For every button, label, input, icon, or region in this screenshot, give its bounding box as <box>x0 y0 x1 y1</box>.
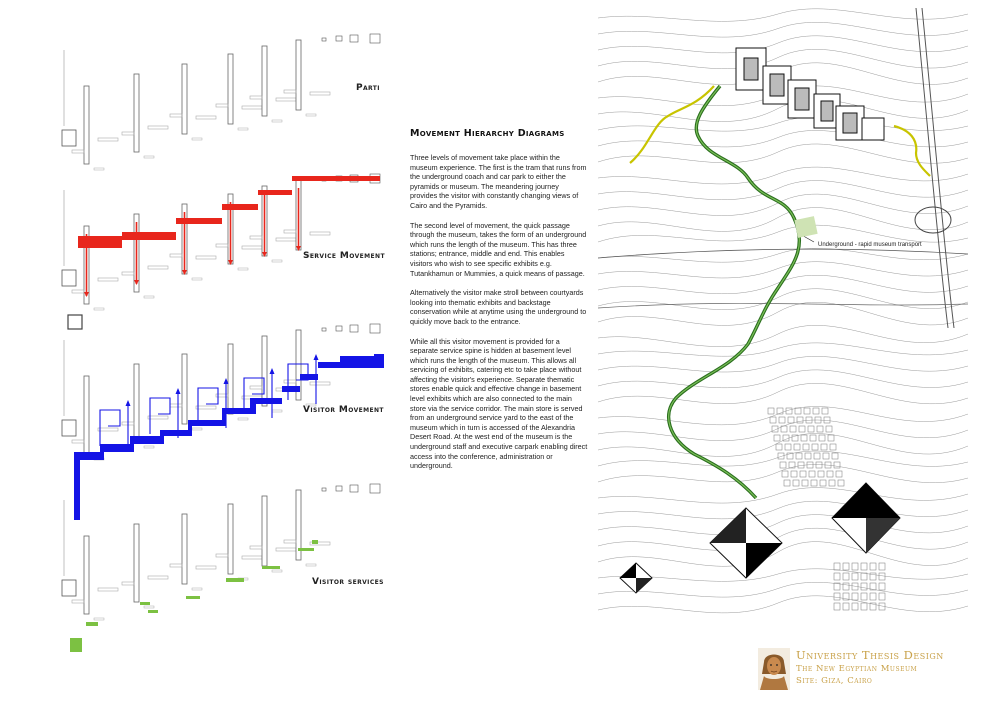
museum-bar <box>262 336 267 406</box>
gallery-strip <box>122 132 134 135</box>
gallery-strip <box>310 382 330 385</box>
museum-bar <box>228 54 233 124</box>
service-node <box>298 548 314 551</box>
gallery-strip <box>98 278 118 281</box>
contour-line <box>598 181 968 200</box>
label-visitor-services: Visitor services <box>312 577 384 587</box>
pyramid-icon <box>832 483 900 553</box>
museum-bar <box>182 64 187 134</box>
gallery-strip <box>98 428 118 431</box>
pyramid-icon <box>620 563 652 593</box>
store-box <box>350 325 358 332</box>
service-spine-segment <box>258 190 292 195</box>
mastaba-cell <box>800 471 806 477</box>
mastaba-cell <box>818 471 824 477</box>
mastaba-cell <box>776 444 782 450</box>
mastaba-cell <box>843 583 849 590</box>
outline-block <box>62 580 76 596</box>
gallery-strip <box>170 254 182 257</box>
contour-line <box>598 515 968 535</box>
mastaba-cell <box>828 435 834 441</box>
gallery-strip <box>196 256 216 259</box>
label-service-movement: Service Movement <box>303 251 385 261</box>
mastaba-cell <box>820 480 826 486</box>
gallery-strip <box>242 556 262 559</box>
service-spine-segment <box>292 176 380 181</box>
store-box <box>370 34 380 43</box>
mastaba-cell <box>808 426 814 432</box>
mastaba-cell <box>870 563 876 570</box>
gallery-strip <box>72 600 84 603</box>
mastaba-cell <box>790 426 796 432</box>
mastaba-cell <box>861 593 867 600</box>
contour-line <box>598 465 968 483</box>
contour-line <box>598 528 968 550</box>
mastaba-cell <box>826 426 832 432</box>
mastaba-cell <box>814 453 820 459</box>
mastaba-cell <box>797 417 803 423</box>
mastaba-cell <box>799 426 805 432</box>
title-line-museum: The New Egyptian Museum <box>796 664 918 674</box>
mastaba-cell <box>870 593 876 600</box>
paragraph-service-spine: While all this visitor movement is provided for a separate service spine is hidden at basement level which runs the length of the museum. This allows all servicing of exhibits, catering etc to take place without affecting the visitor's experience. Separate thematic stores enable quick and effective change in basement level exhibits which are also connected to the main store via the service corridor. The main store is served from an underground service yard to the east of the museum which in turn is accessed of the Alexandria Desert Road. At the west end of the museum is the underground staff and executive carpark enabling direct access into the conference, administration or underground. <box>410 336 588 471</box>
tram-extension-west <box>630 86 714 163</box>
store-box <box>322 38 326 41</box>
mastaba-cell <box>852 603 858 610</box>
mastaba-cell <box>802 480 808 486</box>
mastaba-cell <box>861 583 867 590</box>
section-heading: Movement Hierarchy Diagrams <box>410 128 565 139</box>
museum-bar <box>134 524 139 602</box>
service-node <box>140 602 150 605</box>
gallery-strip <box>72 290 84 293</box>
mastaba-cell <box>861 563 867 570</box>
visitor-arrow-head <box>126 400 131 406</box>
movement-diagrams <box>0 0 400 708</box>
gallery-strip <box>144 606 154 608</box>
service-node <box>226 578 244 582</box>
contour-line <box>598 488 968 503</box>
service-node <box>86 622 98 626</box>
gallery-strip <box>272 570 282 572</box>
gallery-strip <box>170 114 182 117</box>
gallery-strip <box>122 582 134 585</box>
mastaba-cell <box>836 471 842 477</box>
service-spine-segment <box>122 232 176 240</box>
mastaba-cell <box>810 435 816 441</box>
gallery-strip <box>250 546 262 549</box>
gallery-strip <box>144 156 154 158</box>
gallery-strip <box>284 380 296 383</box>
visitor-spine-end <box>374 354 384 368</box>
gallery-strip <box>94 618 104 620</box>
contour-line <box>598 542 968 567</box>
contour-line <box>598 325 968 346</box>
mastaba-cell <box>813 408 819 414</box>
gallery-strip <box>98 138 118 141</box>
gallery-strip <box>170 404 182 407</box>
gallery-strip <box>238 268 248 270</box>
mastaba-cell <box>879 583 885 590</box>
mastaba-cell <box>843 563 849 570</box>
green-patch <box>794 216 817 238</box>
mastaba-cell <box>804 408 810 414</box>
visitor-arrow-head <box>314 354 319 360</box>
gallery-strip <box>192 588 202 590</box>
gallery-strip <box>216 244 228 247</box>
gallery-strip <box>122 272 134 275</box>
gallery-strip <box>310 92 330 95</box>
mastaba-cell <box>834 563 840 570</box>
title-line-university: University Thesis Design <box>796 648 944 662</box>
mastaba-cell <box>821 444 827 450</box>
contour-line <box>598 582 968 597</box>
contour-line <box>598 451 968 466</box>
mastaba-cell <box>798 462 804 468</box>
paragraph-stroll: Alternatively the visitor make stroll between courtyards looking into thematic exhibits and backstage conservation while at anytime using the underground to quickly move back to the entrance. <box>410 288 587 326</box>
gallery-strip <box>192 278 202 280</box>
outline-block <box>62 270 76 286</box>
mastaba-cell <box>794 444 800 450</box>
museum-bar <box>134 364 139 442</box>
roundabout <box>915 207 951 233</box>
outline-block <box>62 130 76 146</box>
gallery-strip <box>94 168 104 170</box>
gallery-strip <box>98 588 118 591</box>
museum-bar <box>134 74 139 152</box>
store-box <box>322 328 326 331</box>
paragraph-tram: Three levels of movement take place within the museum experience. The first is the tram that runs from the underground coach and car park to either the pyramids or museum. The meandering journey provides the visitor with constantly changing views of Cairo and the Pyramids. <box>410 153 587 210</box>
title-block <box>796 648 996 686</box>
service-node <box>148 610 158 613</box>
mastaba-cell <box>822 408 828 414</box>
mastaba-cell <box>824 417 830 423</box>
contour-line <box>598 144 968 163</box>
desert-road <box>916 8 948 328</box>
gallery-strip <box>216 554 228 557</box>
gallery-strip <box>94 308 104 310</box>
mastaba-cell <box>827 471 833 477</box>
mastaba-cell <box>819 435 825 441</box>
description-column <box>410 128 588 481</box>
contour-line <box>598 9 968 21</box>
store-box <box>350 485 358 492</box>
store-box <box>322 488 326 491</box>
mastaba-cell <box>879 563 885 570</box>
service-spine-segment <box>78 236 122 248</box>
gallery-strip <box>276 548 296 551</box>
store-box <box>370 324 380 333</box>
mastaba-cell <box>796 453 802 459</box>
mastaba-cell <box>779 417 785 423</box>
gallery-strip <box>148 416 168 419</box>
mastaba-cell <box>816 462 822 468</box>
gallery-strip <box>272 410 282 412</box>
mastaba-cell <box>843 573 849 580</box>
gallery-strip <box>170 564 182 567</box>
museum-bar <box>262 46 267 116</box>
contour-line <box>598 117 968 131</box>
mastaba-cell <box>834 593 840 600</box>
mastaba-cell <box>852 573 858 580</box>
visitor-arrow-head <box>176 388 181 394</box>
gallery-strip <box>238 418 248 420</box>
mastaba-cell <box>805 453 811 459</box>
mastaba-cell <box>838 480 844 486</box>
gallery-strip <box>148 126 168 129</box>
mastaba-cell <box>785 444 791 450</box>
mastaba-cell <box>830 444 836 450</box>
underground-label: Underground - rapid museum transport <box>818 242 922 248</box>
mastaba-cell <box>774 435 780 441</box>
store-box <box>336 486 342 491</box>
outline-block <box>62 420 76 436</box>
desert-road-2 <box>922 8 954 328</box>
gallery-strip <box>242 106 262 109</box>
gallery-strip <box>72 440 84 443</box>
mastaba-cell <box>879 573 885 580</box>
mastaba-cell <box>791 471 797 477</box>
gallery-strip <box>196 116 216 119</box>
gallery-strip <box>192 138 202 140</box>
contour-line <box>598 569 968 581</box>
ring-road <box>598 249 968 258</box>
gallery-strip <box>192 428 202 430</box>
visitor-arrow-head <box>270 368 275 374</box>
gallery-strip <box>310 232 330 235</box>
museum-bar <box>84 536 89 614</box>
paragraph-underground: The second level of movement, the quick passage through the museum, takes the form of an underground which runs the length of the museum. This has three stations; entrance, middle and end. This enables visitors who wish to see specific exhibits e.g. Tutankhamun or Mummies, a quick means of passage. <box>410 220 587 278</box>
mastaba-cell <box>812 444 818 450</box>
site-map <box>598 8 968 633</box>
contour-line <box>598 167 968 184</box>
pyramid-icon <box>710 508 782 578</box>
gallery-strip <box>196 566 216 569</box>
gallery-strip <box>250 96 262 99</box>
service-node <box>262 566 280 569</box>
service-spine-segment <box>176 218 222 224</box>
pharaoh-bust-icon <box>758 648 790 690</box>
mastaba-cell <box>861 573 867 580</box>
service-node <box>186 596 200 599</box>
mastaba-cell <box>832 453 838 459</box>
store-box <box>336 326 342 331</box>
museum-bar <box>84 86 89 164</box>
museum-bar <box>182 514 187 584</box>
mastaba-cell <box>817 426 823 432</box>
mastaba-cell <box>852 563 858 570</box>
mastaba-cell <box>809 471 815 477</box>
gallery-strip <box>216 104 228 107</box>
museum-bar <box>182 354 187 424</box>
mastaba-cell <box>803 444 809 450</box>
gallery-strip <box>306 114 316 116</box>
museum-bar <box>228 344 233 414</box>
gallery-strip <box>72 150 84 153</box>
mastaba-cell <box>788 417 794 423</box>
contour-line <box>598 356 968 372</box>
gallery-strip <box>306 564 316 566</box>
gallery-strip <box>250 386 262 389</box>
mastaba-cell <box>834 462 840 468</box>
mastaba-cell <box>784 480 790 486</box>
gallery-strip <box>276 98 296 101</box>
mastaba-cell <box>834 603 840 610</box>
gallery-strip <box>144 296 154 298</box>
contour-line <box>598 225 968 242</box>
mastaba-cell <box>823 453 829 459</box>
gallery-strip <box>284 90 296 93</box>
contour-line <box>598 343 968 356</box>
gallery-strip <box>276 238 296 241</box>
mastaba-cell <box>780 462 786 468</box>
museum-bar <box>296 40 301 110</box>
label-visitor-movement: Visitor Movement <box>303 405 384 415</box>
store-box <box>370 484 380 493</box>
gallery-strip <box>144 446 154 448</box>
gallery-strip <box>148 576 168 579</box>
contour-line <box>598 208 968 232</box>
tram-extension-east <box>894 126 930 176</box>
gallery-strip <box>196 406 216 409</box>
gallery-strip <box>148 266 168 269</box>
service-node <box>312 540 318 544</box>
gallery-strip <box>272 260 282 262</box>
gallery-strip <box>242 246 262 249</box>
museum-bar <box>228 504 233 574</box>
museum-bar <box>262 496 267 566</box>
store-box <box>336 36 342 41</box>
service-node <box>70 638 82 652</box>
mastaba-cell <box>852 593 858 600</box>
mastaba-cell <box>793 480 799 486</box>
store-box <box>350 35 358 42</box>
contour-line <box>598 596 968 613</box>
contour-line <box>598 36 968 53</box>
mastaba-cell <box>786 408 792 414</box>
title-line-site: Site: Giza, Cairo <box>796 676 873 686</box>
gallery-strip <box>238 128 248 130</box>
outline-block <box>68 315 82 329</box>
mastaba-cell <box>782 471 788 477</box>
contour-line <box>598 289 968 310</box>
museum-bar <box>84 376 89 454</box>
mastaba-cell <box>768 408 774 414</box>
gallery-strip <box>250 236 262 239</box>
mastaba-cell <box>770 417 776 423</box>
contour-line <box>598 302 968 325</box>
mastaba-cell <box>834 573 840 580</box>
mastaba-cell <box>795 408 801 414</box>
service-spine-segment <box>222 204 258 210</box>
mastaba-cell <box>801 435 807 441</box>
label-parti: Parti <box>356 83 380 93</box>
contour-line <box>598 262 968 278</box>
gallery-strip <box>284 540 296 543</box>
mastaba-cell <box>861 603 867 610</box>
mastaba-cell <box>843 603 849 610</box>
contour-line <box>598 370 968 388</box>
contour-line <box>598 248 968 262</box>
gallery-strip <box>272 120 282 122</box>
mastaba-cell <box>879 593 885 600</box>
museum-building <box>736 48 884 140</box>
gallery-strip <box>284 230 296 233</box>
mastaba-cell <box>829 480 835 486</box>
contour-line <box>598 22 968 37</box>
mastaba-cell <box>811 480 817 486</box>
contour-line <box>598 501 968 519</box>
